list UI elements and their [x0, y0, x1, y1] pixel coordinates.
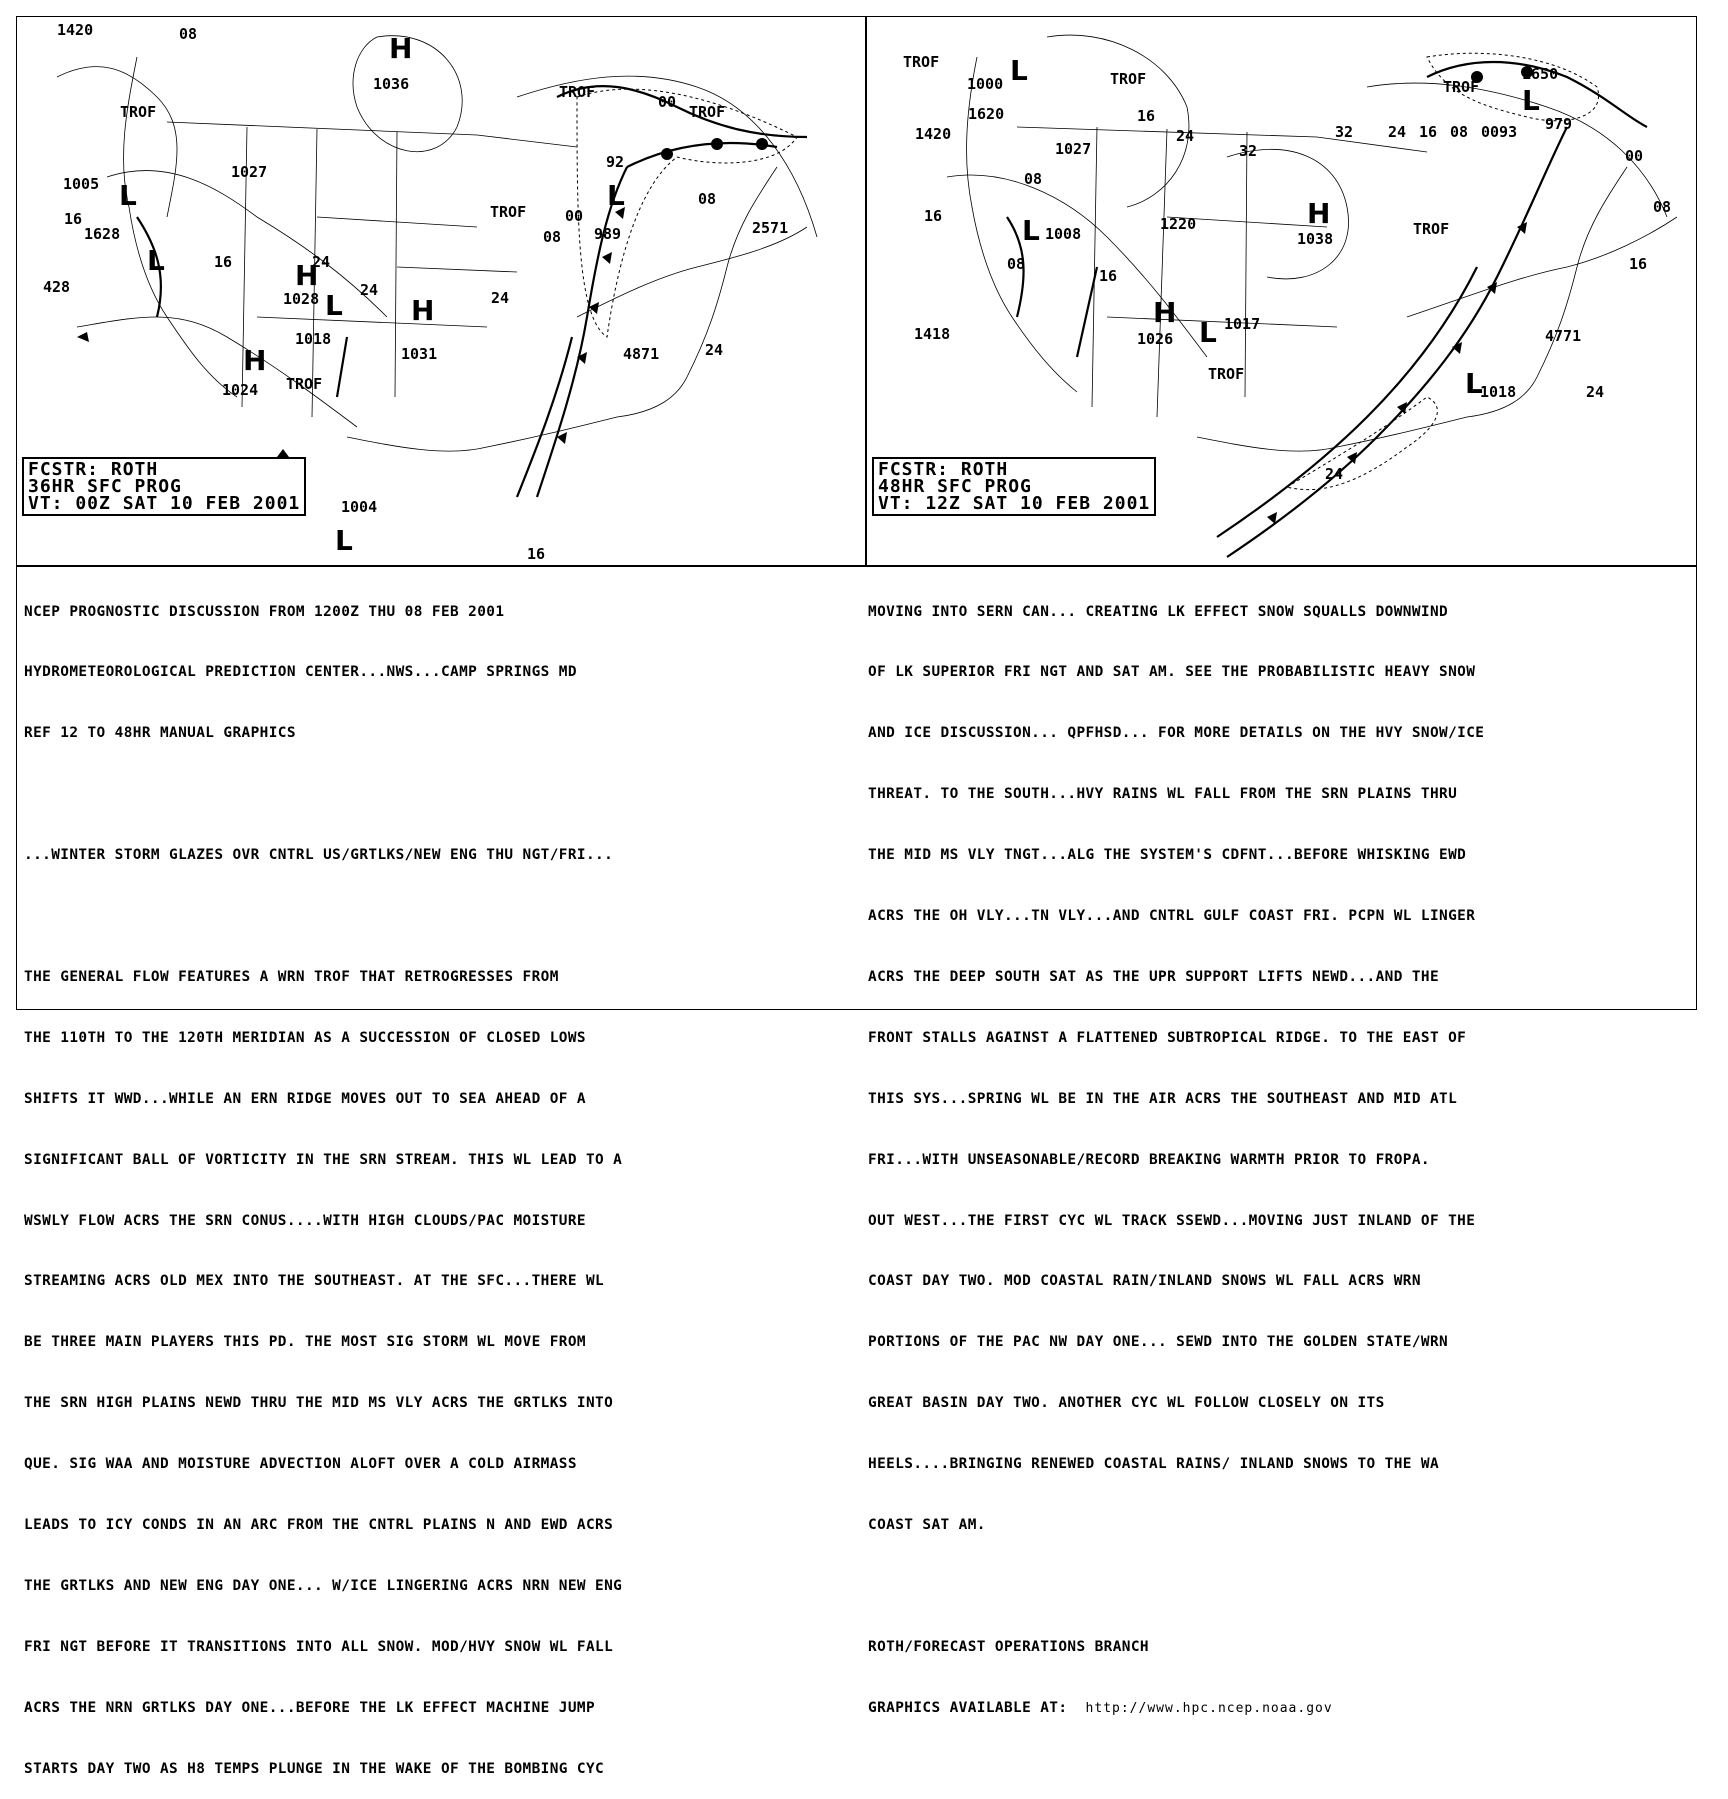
isobar-label: 0093 [1481, 123, 1518, 141]
isobar-label: 16 [527, 545, 546, 563]
gulf-coast [347, 377, 687, 451]
isobar-label: 24 [1325, 465, 1344, 483]
isobar-label: 24 [491, 289, 510, 307]
discussion-line: THE MID MS VLY TNGT...ALG THE SYSTEM'S CDFNT...BEFORE WHISKING EWD [868, 847, 1467, 864]
map-36hr-prog [17, 17, 865, 565]
isobar-label: 24 [1388, 123, 1407, 141]
east-coast [1537, 167, 1627, 377]
warm-front-semicircle [756, 138, 768, 150]
discussion-line: THE GRTLKS AND NEW ENG DAY ONE... W/ICE LINGERING ACRS NRN NEW ENG [24, 1577, 623, 1594]
graphics-url-link[interactable]: http://www.hpc.ncep.noaa.gov [1085, 1700, 1333, 1716]
valid-time-label: VT: 12Z SAT 10 FEB 2001 [878, 493, 1151, 514]
trough-label: TROF [1110, 70, 1147, 88]
discussion-line: STARTS DAY TWO AS H8 TEMPS PLUNGE IN THE WAKE OF THE BOMBING CYC [24, 1760, 605, 1777]
us-border-north [167, 122, 577, 147]
discussion-line: MOVING INTO SERN CAN... CREATING LK EFFECT SNOW SQUALLS DOWNWIND [868, 603, 1449, 620]
isobar-label: 1420 [57, 21, 94, 39]
low-pressure-center: L [1010, 54, 1028, 87]
warm-front-semicircle [661, 148, 673, 160]
graphics-label: GRAPHICS AVAILABLE AT: [868, 1699, 1068, 1716]
graphics-line [868, 1698, 1484, 1718]
discussion-line [24, 784, 622, 804]
discussion-headline: ...WINTER STORM GLAZES OVR CNTRL US/GRTLKS/NEW ENG THU NGT/FRI... [24, 847, 614, 864]
isobar-label: 24 [312, 253, 331, 271]
trough-label: TROF [903, 53, 940, 71]
pressure-label: 1026 [1137, 330, 1174, 348]
discussion-line: THE 110TH TO THE 120TH MERIDIAN AS A SUCCESSION OF CLOSED LOWS [24, 1029, 586, 1046]
pressure-label: 989 [594, 225, 622, 243]
discussion-line: QUE. SIG WAA AND MOISTURE ADVECTION ALOFT OVER A COLD AIRMASS [24, 1456, 577, 1473]
discussion-line: AND ICE DISCUSSION... QPFHSD... FOR MORE DETAILS ON THE HVY SNOW/ICE [868, 725, 1485, 742]
state-line [1157, 129, 1167, 417]
isobar-label: 32 [1239, 142, 1258, 160]
pressure-label: 1028 [283, 290, 320, 308]
pressure-label: 1018 [1480, 383, 1517, 401]
isobar-label: 16 [1419, 123, 1438, 141]
high-pressure-center: H [389, 32, 413, 65]
isobar-label: 428 [43, 278, 71, 296]
isobar-label: 16 [64, 210, 83, 228]
low-pressure-center: L [147, 244, 165, 277]
discussion-line: WSWLY FLOW ACRS THE SRN CONUS....WITH HIGH CLOUDS/PAC MOISTURE [24, 1212, 586, 1229]
isobar-label: 16 [924, 207, 943, 225]
isobar-label: 1220 [1160, 215, 1197, 233]
discussion-line: SIGNIFICANT BALL OF VORTICITY IN THE SRN STREAM. THIS WL LEAD TO A [24, 1151, 623, 1168]
pressure-label: 1027 [1055, 140, 1092, 158]
isobar-label: 00 [565, 207, 584, 225]
state-line [397, 267, 517, 272]
isobar-label: 24 [360, 281, 379, 299]
isobar-label: 24 [705, 341, 724, 359]
isobar-label: 24 [1176, 127, 1195, 145]
isobar-label: 16 [1099, 267, 1118, 285]
discussion-line: HYDROMETEOROLOGICAL PREDICTION CENTER...NWS...CAMP SPRINGS MD [24, 664, 577, 681]
isobar-label: 08 [1007, 255, 1026, 273]
isobar-label: 2571 [752, 219, 789, 237]
discussion-left [24, 561, 622, 1799]
low-pressure-center: L [1465, 367, 1483, 400]
trough-label: TROF [120, 103, 157, 121]
state-line [1107, 317, 1337, 327]
isobar-label: 24 [1586, 383, 1605, 401]
trough-line [337, 337, 347, 397]
isobar [57, 67, 177, 217]
isobar-label: 1628 [84, 225, 121, 243]
isobar-label: 32 [1335, 123, 1354, 141]
prog-info-box [872, 457, 1156, 516]
pressure-label: 1031 [401, 345, 438, 363]
isobar-label: 16 [1137, 107, 1156, 125]
high-pressure-center: H [1307, 197, 1331, 230]
discussion-line: OF LK SUPERIOR FRI NGT AND SAT AM. SEE THE PROBABILISTIC HEAVY SNOW [868, 664, 1476, 681]
pressure-label: 1008 [1045, 225, 1082, 243]
discussion-line: THREAT. TO THE SOUTH...HVY RAINS WL FALL FROM THE SRN PLAINS THRU [868, 786, 1458, 803]
isobar-label: 08 [543, 228, 562, 246]
discussion-line: FRI NGT BEFORE IT TRANSITIONS INTO ALL SNOW. MOD/HVY SNOW WL FALL [24, 1638, 614, 1655]
isobar-label: 00 [658, 93, 677, 111]
isobar-label: 16 [1629, 255, 1648, 273]
isobar-label: 4771 [1545, 327, 1582, 345]
state-line [257, 317, 487, 327]
cold-front-secondary [1217, 267, 1477, 537]
isobar-label: 1420 [915, 125, 952, 143]
discussion-line [868, 1576, 1484, 1596]
isobar-label: 16 [214, 253, 233, 271]
discussion-line: ACRS THE OH VLY...TN VLY...AND CNTRL GULF COAST FRI. PCPN WL LINGER [868, 908, 1476, 925]
discussion-right [868, 561, 1484, 1738]
discussion-line: HEELS....BRINGING RENEWED COASTAL RAINS/ INLAND SNOWS TO THE WA [868, 1456, 1440, 1473]
low-pressure-center: L [325, 289, 343, 322]
isobar-label: 08 [698, 190, 717, 208]
discussion-line: FRI...WITH UNSEASONABLE/RECORD BREAKING WARMTH PRIOR TO FROPA. [868, 1151, 1430, 1168]
low-pressure-center: L [119, 179, 137, 212]
pressure-label: 1017 [1224, 315, 1261, 333]
pressure-label: 1027 [231, 163, 268, 181]
front-pip [277, 449, 289, 457]
isobar-label: 08 [179, 25, 198, 43]
prog-label: 36HR SFC PROG [28, 476, 182, 497]
pressure-label: 1018 [295, 330, 332, 348]
low-pressure-center: L [335, 524, 353, 557]
isobar-label: 92 [606, 153, 625, 171]
low-pressure-center: L [607, 179, 625, 212]
low-pressure-center: L [1199, 316, 1217, 349]
precip-area-hatched [1287, 397, 1437, 490]
high-pressure-center: H [411, 294, 435, 327]
forecaster-label: FCSTR: ROTH [28, 459, 159, 480]
isobar-label: 08 [1450, 123, 1469, 141]
pressure-label: 1000 [967, 75, 1004, 93]
isobar-label: 00 [1625, 147, 1644, 165]
discussion-line: THIS SYS...SPRING WL BE IN THE AIR ACRS THE SOUTHEAST AND MID ATL [868, 1090, 1458, 1107]
trough-label: TROF [1208, 365, 1245, 383]
discussion-line: LEADS TO ICY CONDS IN AN ARC FROM THE CNTRL PLAINS N AND EWD ACRS [24, 1516, 614, 1533]
discussion-line: OUT WEST...THE FIRST CYC WL TRACK SSEWD...MOVING JUST INLAND OF THE [868, 1212, 1476, 1229]
pressure-label: 1005 [63, 175, 100, 193]
prog-info-box [22, 457, 306, 516]
discussion-line: BE THREE MAIN PLAYERS THIS PD. THE MOST SIG STORM WL MOVE FROM [24, 1334, 586, 1351]
low-pressure-center: L [1522, 84, 1540, 117]
trough-label: TROF [490, 203, 527, 221]
pressure-label: 1036 [373, 75, 410, 93]
isobar-label: 08 [1024, 170, 1043, 188]
isobar-label: 4871 [623, 345, 660, 363]
signature-line: ROTH/FORECAST OPERATIONS BRANCH [868, 1638, 1149, 1655]
front-pip [602, 252, 612, 264]
high-pressure-center: H [243, 344, 267, 377]
front-pip [77, 332, 89, 342]
isobar-label: 1418 [914, 325, 951, 343]
discussion-line: THE GENERAL FLOW FEATURES A WRN TROF THAT RETROGRESSES FROM [24, 968, 559, 985]
discussion-line: SHIFTS IT WWD...WHILE AN ERN RIDGE MOVES OUT TO SEA AHEAD OF A [24, 1090, 586, 1107]
discussion-line: ACRS THE DEEP SOUTH SAT AS THE UPR SUPPORT LIFTS NEWD...AND THE [868, 968, 1440, 985]
pressure-label: 1004 [341, 498, 378, 516]
discussion-line: COAST DAY TWO. MOD COASTAL RAIN/INLAND SNOWS WL FALL ACRS WRN [868, 1273, 1421, 1290]
discussion-line: ACRS THE NRN GRTLKS DAY ONE...BEFORE THE LK EFFECT MACHINE JUMP [24, 1699, 596, 1716]
warm-front-semicircle [711, 138, 723, 150]
discussion-line: NCEP PROGNOSTIC DISCUSSION FROM 1200Z THU 08 FEB 2001 [24, 603, 505, 620]
discussion-line: FRONT STALLS AGAINST A FLATTENED SUBTROPICAL RIDGE. TO THE EAST OF [868, 1029, 1467, 1046]
isobar-label: 08 [1653, 198, 1672, 216]
state-line [1245, 132, 1247, 397]
discussion-line: REF 12 TO 48HR MANUAL GRAPHICS [24, 725, 296, 742]
map-48hr-prog [867, 17, 1696, 565]
high-pressure-center: H [295, 259, 319, 292]
discussion-line: GREAT BASIN DAY TWO. ANOTHER CYC WL FOLLOW CLOSELY ON ITS [868, 1395, 1385, 1412]
trough-label: TROF [559, 83, 596, 101]
pressure-label: 1038 [1297, 230, 1334, 248]
state-line [317, 217, 477, 227]
discussion-line: STREAMING ACRS OLD MEX INTO THE SOUTHEAST. AT THE SFC...THERE WL [24, 1273, 605, 1290]
high-pressure-center: H [1153, 296, 1177, 329]
valid-time-label: VT: 00Z SAT 10 FEB 2001 [28, 493, 301, 514]
isobar-label: 1650 [1522, 65, 1559, 83]
prog-label: 48HR SFC PROG [878, 476, 1032, 497]
trough-label: TROF [286, 375, 323, 393]
pressure-label: 979 [1545, 115, 1573, 133]
trough-label: TROF [1413, 220, 1450, 238]
pressure-label: 1024 [222, 381, 259, 399]
warm-front-main [627, 143, 777, 167]
discussion-line [24, 906, 622, 926]
low-pressure-center: L [1022, 214, 1040, 247]
state-line [395, 132, 397, 397]
discussion-line: COAST SAT AM. [868, 1516, 986, 1533]
discussion-line: PORTIONS OF THE PAC NW DAY ONE... SEWD INTO THE GOLDEN STATE/WRN [868, 1334, 1449, 1351]
discussion-line: THE SRN HIGH PLAINS NEWD THRU THE MID MS VLY ACRS THE GRTLKS INTO [24, 1395, 614, 1412]
isobar-label: 1620 [968, 105, 1005, 123]
forecaster-label: FCSTR: ROTH [878, 459, 1009, 480]
trough-label: TROF [1443, 78, 1480, 96]
trough-label: TROF [689, 103, 726, 121]
isobar [1047, 35, 1189, 207]
